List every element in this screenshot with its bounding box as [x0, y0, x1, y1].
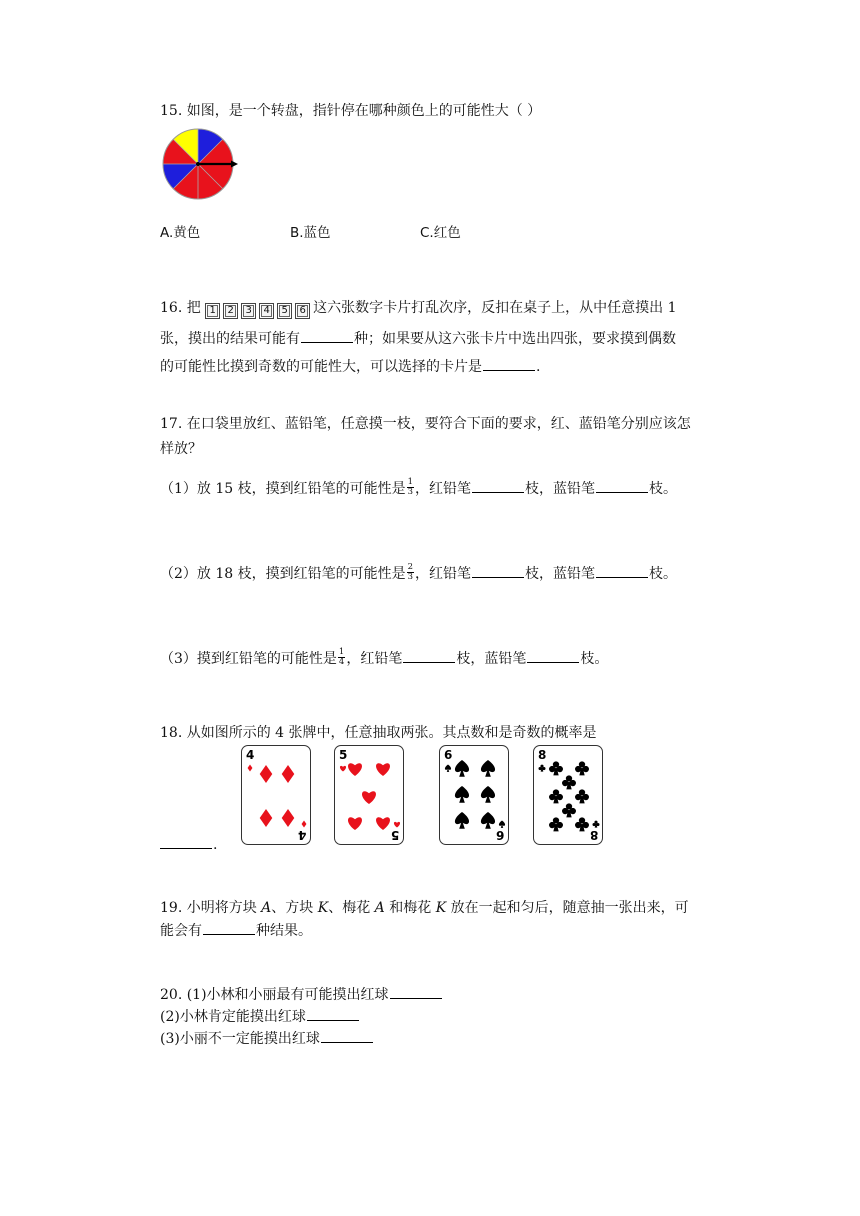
q19-line2-b: 种结果。 [256, 923, 312, 939]
diamond-pip [282, 809, 295, 827]
number-card-1: 1 [205, 303, 220, 319]
q20-line2 [160, 1006, 360, 1026]
q15-text: 15. 如图，是一个转盘，指针停在哪种颜色上的可能性大（ ） [160, 103, 542, 119]
q19-var-4: K [435, 900, 447, 916]
q17-p2-blank-blue[interactable] [596, 565, 648, 578]
heart-icon [335, 746, 404, 845]
q17-part2 [160, 563, 677, 584]
club-pip [549, 789, 563, 803]
q17-p2-d: 枝。 [649, 566, 678, 582]
fraction-1-4 [338, 648, 345, 667]
number-card-5: 5 [277, 303, 292, 319]
playing-card-4-diamonds [241, 745, 311, 845]
q17-p2-blank-red[interactable] [472, 565, 524, 578]
q16-line1 [160, 297, 677, 319]
q20-l1: 20. (1)小林和小丽最有可能摸出红球 [160, 987, 389, 1003]
frac-den: 3 [407, 486, 414, 497]
q19-var-2: K [317, 900, 329, 916]
club-pip [562, 803, 576, 817]
club-pip [593, 821, 600, 828]
option-a[interactable]: A.黄色 [160, 225, 201, 241]
q18-end: . [213, 837, 218, 853]
heart-pip [376, 763, 390, 776]
heart-pip [348, 817, 362, 830]
playing-card-8-clubs [533, 745, 603, 845]
q17-p2-b: ，红铅笔 [415, 566, 472, 582]
card-rank-bottom: 8 [589, 828, 598, 842]
q16-line3 [160, 356, 540, 376]
q16-blank-1[interactable] [301, 330, 353, 343]
card-rank: 6 [444, 748, 453, 762]
q17-line2: 样放？ [160, 441, 202, 457]
club-pip [549, 761, 563, 775]
q17-p3-blank-red[interactable] [403, 650, 455, 663]
q19-c: 、梅花 [328, 900, 375, 916]
q18-blank[interactable] [160, 836, 212, 849]
diamond-pip [302, 821, 307, 828]
spade-pip [455, 812, 469, 829]
q19-var-3: A [374, 900, 385, 916]
spinner-wheel [160, 127, 242, 201]
number-card-4: 4 [259, 303, 274, 319]
spade-pip [481, 786, 495, 803]
diamond-pip [248, 765, 253, 772]
q17-p1-d: 枝。 [649, 481, 678, 497]
diamond-pip [282, 765, 295, 783]
q19-line2 [160, 920, 312, 940]
frac-den: 4 [338, 656, 345, 667]
q19-e: 放在一起和匀后，随意抽一张出来，可 [446, 900, 689, 916]
card-rank-bottom: 6 [495, 828, 504, 842]
q16-line2-b: 种；如果要从这六张卡片中选出四张，要求摸到偶数 [354, 331, 676, 347]
club-pip [575, 761, 589, 775]
q19-line1 [160, 897, 689, 917]
number-card-2: 2 [223, 303, 238, 319]
q19-a: 19. 小明将方块 [160, 900, 262, 916]
q17-p3-b: ，红铅笔 [346, 651, 403, 667]
club-pip [562, 775, 576, 789]
spade-pip [455, 760, 469, 777]
q17-p2-a: （2）放 18 枝，摸到红铅笔的可能性是 [160, 566, 406, 582]
card-rank: 8 [538, 748, 547, 762]
spade-pip [481, 812, 495, 829]
card-rank-bottom: 5 [390, 828, 399, 842]
q17-p2-c: 枝，蓝铅笔 [525, 566, 596, 582]
diamond-icon [242, 746, 311, 845]
spade-pip [481, 760, 495, 777]
number-card-3: 3 [241, 303, 256, 319]
q17-part3 [160, 648, 608, 669]
q19-line2-a: 能会有 [160, 923, 202, 939]
frac-num: 2 [407, 561, 414, 572]
spade-pip [499, 821, 505, 828]
q19-var-1: A [261, 900, 272, 916]
card-rank: 4 [246, 748, 255, 762]
q20-blank-2[interactable] [307, 1008, 359, 1021]
q16-blank-2[interactable] [483, 358, 535, 371]
q17-p3-blank-blue[interactable] [527, 650, 579, 663]
q17-p3-d: 枝。 [580, 651, 609, 667]
q20-line3 [160, 1028, 374, 1048]
q20-l3: (3)小丽不一定能摸出红球 [160, 1031, 320, 1047]
card-rank: 5 [339, 748, 348, 762]
q16-prefix: 16. 把 [160, 300, 201, 316]
club-pip [539, 765, 546, 772]
frac-den: 3 [407, 571, 414, 582]
q18-answer-line [160, 836, 217, 853]
q17-line1: 17. 在口袋里放红、蓝铅笔，任意摸一枝，要符合下面的要求，红、蓝铅笔分别应该怎 [160, 416, 691, 432]
q20-line1 [160, 984, 443, 1004]
frac-num: 1 [338, 646, 345, 657]
playing-card-6-spades [439, 745, 509, 845]
playing-card-5-hearts [334, 745, 404, 845]
q17-part1 [160, 478, 677, 499]
q19-b: 、方块 [271, 900, 318, 916]
q19-d: 和梅花 [384, 900, 436, 916]
q16-line2-a: 张，摸出的结果可能有 [160, 331, 300, 347]
q16-line2 [160, 328, 676, 348]
club-pip [575, 817, 589, 831]
club-icon [534, 746, 603, 845]
q17-p1-blank-blue[interactable] [596, 480, 648, 493]
spade-icon [440, 746, 509, 845]
q16-line3-b: . [536, 359, 541, 375]
club-pip [549, 817, 563, 831]
heart-pip [376, 817, 390, 830]
q17-p3-a: （3）摸到红铅笔的可能性是 [160, 651, 337, 667]
q19-blank[interactable] [203, 922, 255, 935]
q20-l2: (2)小林肯定能摸出红球 [160, 1009, 306, 1025]
diamond-pip [260, 809, 273, 827]
q17-p1-a: （1）放 15 枝，摸到红铅笔的可能性是 [160, 481, 406, 497]
q17-p1-blank-red[interactable] [472, 480, 524, 493]
spade-pip [455, 786, 469, 803]
card-rank-bottom: 4 [297, 828, 306, 842]
q16-line3-a: 的可能性比摸到奇数的可能性大，可以选择的卡片是 [160, 359, 482, 375]
option-c[interactable]: C.红色 [420, 225, 461, 241]
spade-pip [445, 765, 451, 772]
fraction-2-3 [407, 563, 414, 582]
heart-pip [340, 766, 346, 772]
q17-p1-b: ，红铅笔 [415, 481, 472, 497]
option-b[interactable]: B.蓝色 [290, 225, 331, 241]
q17-p1-c: 枝，蓝铅笔 [525, 481, 596, 497]
heart-pip [348, 763, 362, 776]
q20-blank-1[interactable] [390, 986, 442, 999]
heart-pip [362, 791, 376, 804]
fraction-1-3 [407, 478, 414, 497]
q17-p3-c: 枝，蓝铅笔 [456, 651, 527, 667]
number-card-6: 6 [295, 303, 310, 319]
heart-pip [394, 822, 400, 828]
frac-num: 1 [407, 476, 414, 487]
club-pip [575, 789, 589, 803]
q18-text: 18. 从如图所示的 4 张牌中，任意抽取两张。其点数和是奇数的概率是 [160, 725, 597, 741]
diamond-pip [260, 765, 273, 783]
q20-blank-3[interactable] [321, 1030, 373, 1043]
q16-line1-rest: 这六张数字卡片打乱次序，反扣在桌子上，从中任意摸出 1 [313, 300, 677, 316]
